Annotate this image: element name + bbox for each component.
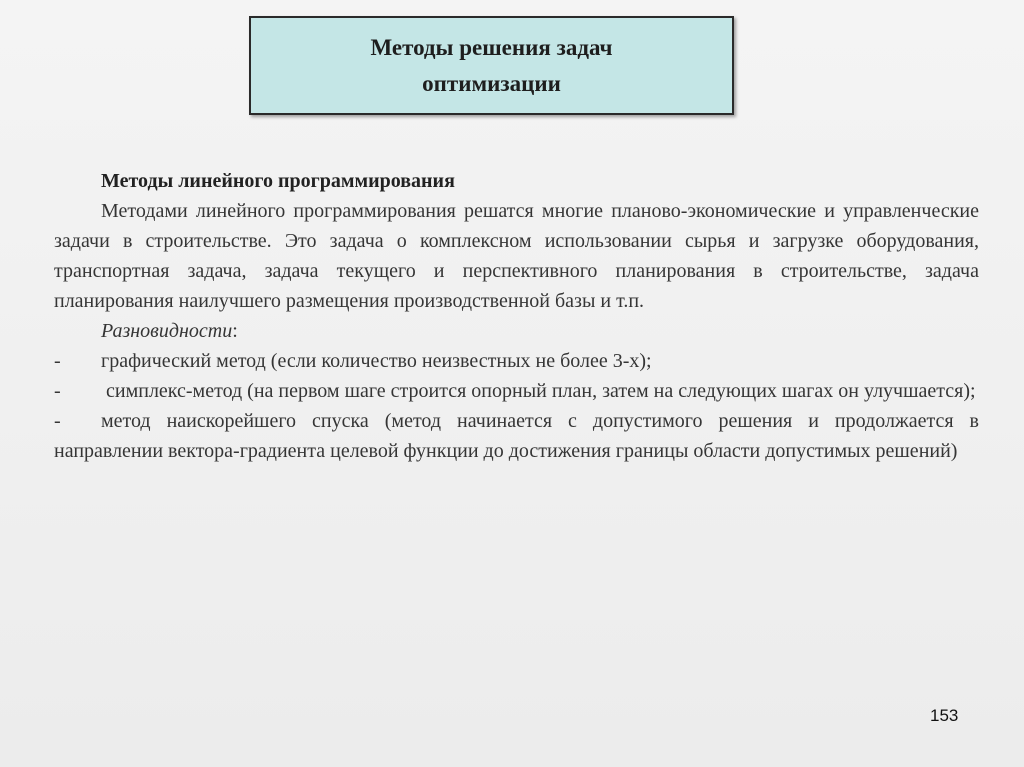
list-item	[54, 406, 979, 466]
list-item-text: симплекс-метод (на первом шаге строится опорный план, затем на следующих шагах он улучшается);	[106, 380, 976, 402]
section-subheading: Методы линейного программирования	[101, 170, 455, 192]
bullet-dash: -	[54, 380, 61, 402]
varieties-label: Разновидности	[101, 320, 233, 342]
list-item	[54, 346, 979, 376]
list-item-text: графический метод (если количество неизвестных не более 3-х);	[101, 350, 652, 372]
bullet-dash: -	[54, 410, 61, 432]
body-paragraph: Методами линейного программирования решатся многие планово-экономические и управленческие задачи в строительстве. Это задача о комплексном использовании сырья и загрузке оборудования, транспортная задача, задача текущего и перспективного планирования в строительстве, задача планирования наилучшего размещения производственной базы и т.п.	[54, 200, 979, 312]
page-number: 153	[930, 706, 959, 725]
slide-body	[54, 166, 979, 466]
slide-title-box	[249, 16, 734, 115]
slide-title-line-1: Методы решения задач	[370, 34, 613, 60]
bullet-dash: -	[54, 350, 61, 372]
varieties-heading	[54, 316, 979, 346]
list-item-text: метод наискорейшего спуска (метод начинается с допустимого решения и продолжается в направлении вектора-градиента целевой функции до достижения границы области допустимых решений)	[54, 410, 979, 462]
list-item	[54, 376, 979, 406]
slide-title-line-2: оптимизации	[422, 70, 561, 96]
varieties-colon: :	[232, 320, 238, 342]
